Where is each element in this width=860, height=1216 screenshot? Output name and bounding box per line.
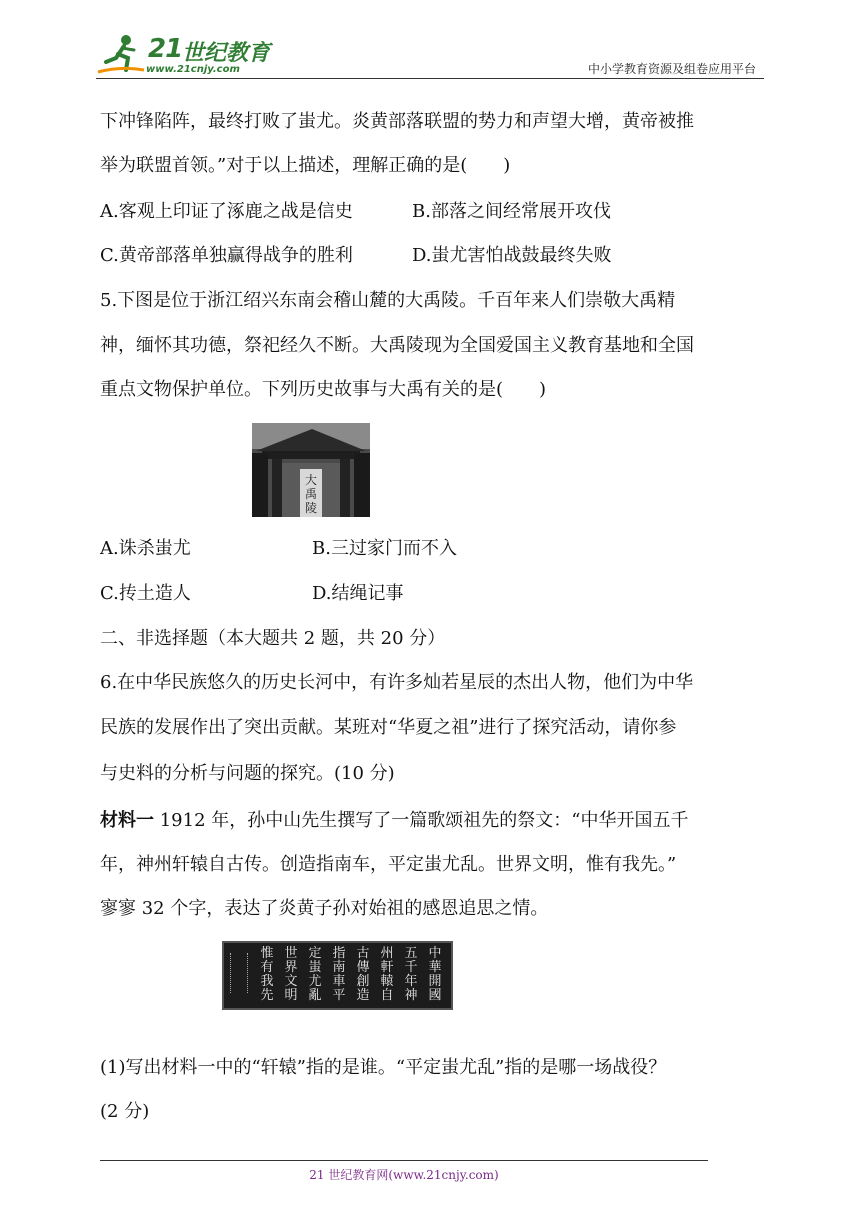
- header-divider: [96, 78, 764, 79]
- q4-stem-line1: 下冲锋陷阵，最终打败了蚩尤。炎黄部落联盟的势力和声望大增，黄帝被推: [100, 111, 694, 132]
- logo-url: www.21cnjy.com: [146, 64, 240, 75]
- footer-divider: [100, 1160, 708, 1161]
- platform-name: 中小学教育资源及组卷应用平台: [587, 62, 756, 76]
- calligraphy-column: 惟有我先: [260, 946, 274, 1003]
- q4-option-a: A.客观上印证了涿鹿之战是信史: [100, 201, 353, 222]
- calligraphy-columns: [257, 947, 445, 1004]
- q4-option-b: B.部落之间经常展开攻伐: [412, 201, 611, 222]
- q6-sub1-line2: (2 分): [100, 1101, 150, 1122]
- runner-logo-icon: [96, 32, 146, 76]
- calligraphy-column: 中華開國: [428, 946, 442, 1003]
- page-header: [96, 30, 764, 80]
- q4-stem-line2: 举为联盟首领。”对于以上描述，理解正确的是( ): [100, 155, 511, 176]
- material-one-line2: 年，神州轩辕自古传。创造指南车，平定蚩尤乱。世界文明，惟有我先。”: [100, 854, 677, 875]
- q6-sub1-line1: (1)写出材料一中的“轩辕”指的是谁。“平定蚩尤乱”指的是哪一场战役？: [100, 1057, 667, 1078]
- page-footer: 21 世纪教育网(www.21cnjy.com): [309, 1168, 499, 1182]
- q5-option-b: B.三过家门而不入: [312, 538, 457, 559]
- q5-option-d: D.结绳记事: [312, 583, 404, 604]
- calligraphy-column: 州軒轅自: [380, 946, 394, 1003]
- q5-stem-line1: 5.下图是位于浙江绍兴东南会稽山麓的大禹陵。千百年来人们崇敬大禹精: [100, 290, 676, 311]
- q5-option-c: C.抟土造人: [100, 583, 191, 604]
- calligraphy-column: 定蚩尤亂: [308, 946, 322, 1003]
- material-one-line1: [100, 810, 766, 832]
- material-one-text1: 1912 年，孙中山先生撰写了一篇歌颂祖先的祭文：“中华开国五千: [154, 810, 689, 831]
- logo-number: 21: [148, 34, 183, 64]
- calligraphy-column: 世界文明: [284, 946, 298, 1003]
- material-one-label: 材料一: [100, 810, 154, 831]
- q4-option-d: D.蚩尤害怕战鼓最终失败: [412, 245, 612, 266]
- calligraphy-rubbing: [222, 941, 453, 1010]
- calligraphy-column: 古傳創造: [356, 946, 370, 1003]
- q6-stem-line2: 民族的发展作出了突出贡献。某班对“华夏之祖”进行了探究活动，请你参: [100, 717, 677, 738]
- section-two-heading: 二、非选择题（本大题共 2 题，共 20 分）: [100, 628, 446, 649]
- material-one-line3: 寥寥 32 个字，表达了炎黄子孙对始祖的感恩追思之情。: [100, 898, 549, 919]
- q4-option-c: C.黄帝部落单独赢得战争的胜利: [100, 245, 353, 266]
- q6-stem-line3: 与史料的分析与问题的探究。(10 分): [100, 763, 395, 784]
- logo-text: 世纪教育: [182, 41, 271, 66]
- q5-stem-line2: 神，缅怀其功德，祭祀经久不断。大禹陵现为全国爱国主义教育基地和全国: [100, 335, 694, 356]
- q5-stem-line3: 重点文物保护单位。下列历史故事与大禹有关的是( ): [100, 379, 547, 400]
- calligraphy-column: 五千年神: [404, 946, 418, 1003]
- dayu-tomb-photo: [252, 423, 370, 517]
- q6-stem-line1: 6.在中华民族悠久的历史长河中，有许多灿若星辰的杰出人物，他们为中华: [100, 672, 694, 693]
- tomb-sign-text: 大禹陵: [304, 473, 317, 515]
- calligraphy-column: 指南車平: [332, 946, 346, 1003]
- calligraphy-inscription: [230, 953, 248, 993]
- q5-option-a: A.诛杀蚩尤: [100, 538, 191, 559]
- site-logo: [96, 30, 296, 78]
